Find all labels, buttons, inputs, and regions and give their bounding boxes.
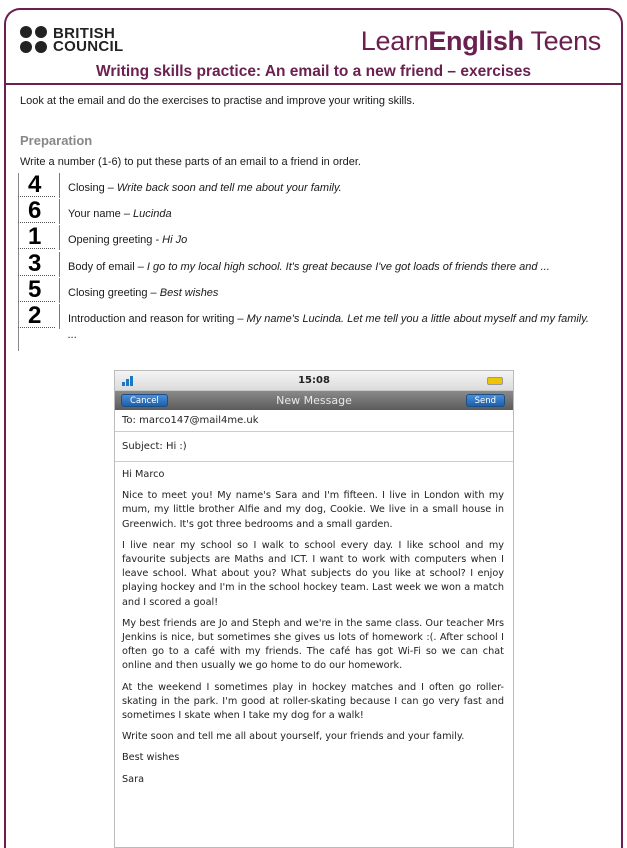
answer-box[interactable] (18, 278, 60, 303)
answer-box[interactable] (18, 304, 60, 329)
item-label: Closing – (68, 182, 117, 194)
answer-box[interactable] (18, 199, 60, 224)
item-example: Lucinda (133, 208, 172, 220)
answer-number: 5 (28, 276, 42, 303)
learnenglish-teens-logo: LearnEnglish Teens (360, 26, 601, 56)
subject-label: Subject: (122, 441, 163, 452)
email-paragraph: Nice to meet you! My name's Sara and I'm fifteen. I live in London with my mum, my little brother Alfie and my dog, Cookie. We live in a small house in Greenwich. It's got three bedrooms and a small garden. (122, 490, 504, 530)
email-paragraph: At the weekend I sometimes play in hockey matches and I often go roller-skating in the park. I'm good at roller-skating because I can go very fast and sometimes I skate when I take my dog for a walk! (122, 681, 504, 722)
item-label: Body of email – (68, 261, 147, 273)
british-council-logo (20, 26, 123, 54)
email-paragraph: Write soon and tell me all about yourself, your friends and your family. (122, 731, 465, 743)
exercise-item (18, 173, 610, 198)
british-council-dots-icon (20, 26, 48, 54)
answer-number: 4 (28, 171, 42, 198)
item-example: Best wishes (159, 287, 219, 299)
subject-field[interactable] (115, 432, 513, 462)
bc-logo-line1: BRITISH (53, 25, 116, 42)
exercise-item (18, 304, 600, 343)
item-label: Introduction and reason for writing – (68, 313, 247, 325)
item-example: I go to my local high school. It's great because I've got loads of friends there and ... (146, 261, 550, 273)
subject-value: Hi :) (165, 441, 187, 452)
to-field[interactable] (115, 410, 513, 432)
item-label: Opening greeting - (68, 234, 163, 246)
exercise-item (18, 225, 610, 250)
header (0, 0, 627, 92)
to-value: marco147@mail4me.uk (139, 415, 259, 426)
screen-title: New Message (276, 394, 352, 407)
intro-text: Look at the email and do the exercises to practise and improve your writing skills. (20, 95, 415, 107)
cancel-button[interactable]: Cancel (121, 394, 168, 407)
email-greeting: Hi Marco (122, 469, 165, 480)
email-paragraph: My best friends are Jo and Steph and we're in the same class. Our teacher Mrs Jenkins is nice, but sometimes she gives us lots of homework :(. After school I often go to a café with my friends. The café has got Wi-Fi so we can chat online and then usually we go home to do our homework. (122, 617, 504, 672)
email-paragraph: I live near my school so I walk to school every day. I like school and my favourite subjects are Maths and ICT. I want to work with computers when I leave school. What about you? What subjects do you like at school? I enjoy playing hockey and I'm in the school hockey team. Last week we won a match and I scored a goal! (122, 539, 504, 608)
answer-number: 1 (28, 223, 42, 250)
page-title: Writing skills practice: An email to a new friend – exercises (96, 63, 532, 80)
answer-box[interactable] (18, 173, 60, 198)
phone-email-screenshot (114, 370, 514, 848)
answer-number: 3 (28, 250, 42, 277)
status-time: 15:08 (298, 375, 330, 386)
item-example: My name's Lucinda. Let me tell you a little about myself and my family. ... (68, 313, 589, 341)
title-divider (6, 83, 621, 85)
message-nav-bar (115, 391, 513, 410)
item-label: Closing greeting – (68, 287, 160, 299)
status-bar (115, 371, 513, 391)
preparation-heading: Preparation (20, 133, 93, 148)
item-label: Your name – (68, 208, 134, 220)
exercise-item (18, 278, 610, 303)
send-button[interactable]: Send (466, 394, 505, 407)
answer-box[interactable] (18, 225, 60, 250)
email-signature: Sara (122, 773, 145, 785)
answer-number: 6 (28, 197, 42, 224)
email-signoff: Best wishes (122, 752, 180, 764)
item-example: Write back soon and tell me about your family. (116, 182, 342, 194)
answer-box[interactable] (18, 252, 60, 277)
answer-number: 2 (28, 302, 42, 329)
preparation-instruction: Write a number (1-6) to put these parts of an email to a friend in order. (20, 156, 361, 168)
email-body[interactable] (115, 462, 513, 787)
item-example: Hi Jo (162, 234, 188, 246)
exercise-item (18, 252, 610, 277)
to-label: To: (122, 415, 136, 426)
battery-icon (487, 377, 503, 385)
exercise-item (18, 199, 610, 224)
bc-logo-line2: COUNCIL (53, 38, 124, 55)
